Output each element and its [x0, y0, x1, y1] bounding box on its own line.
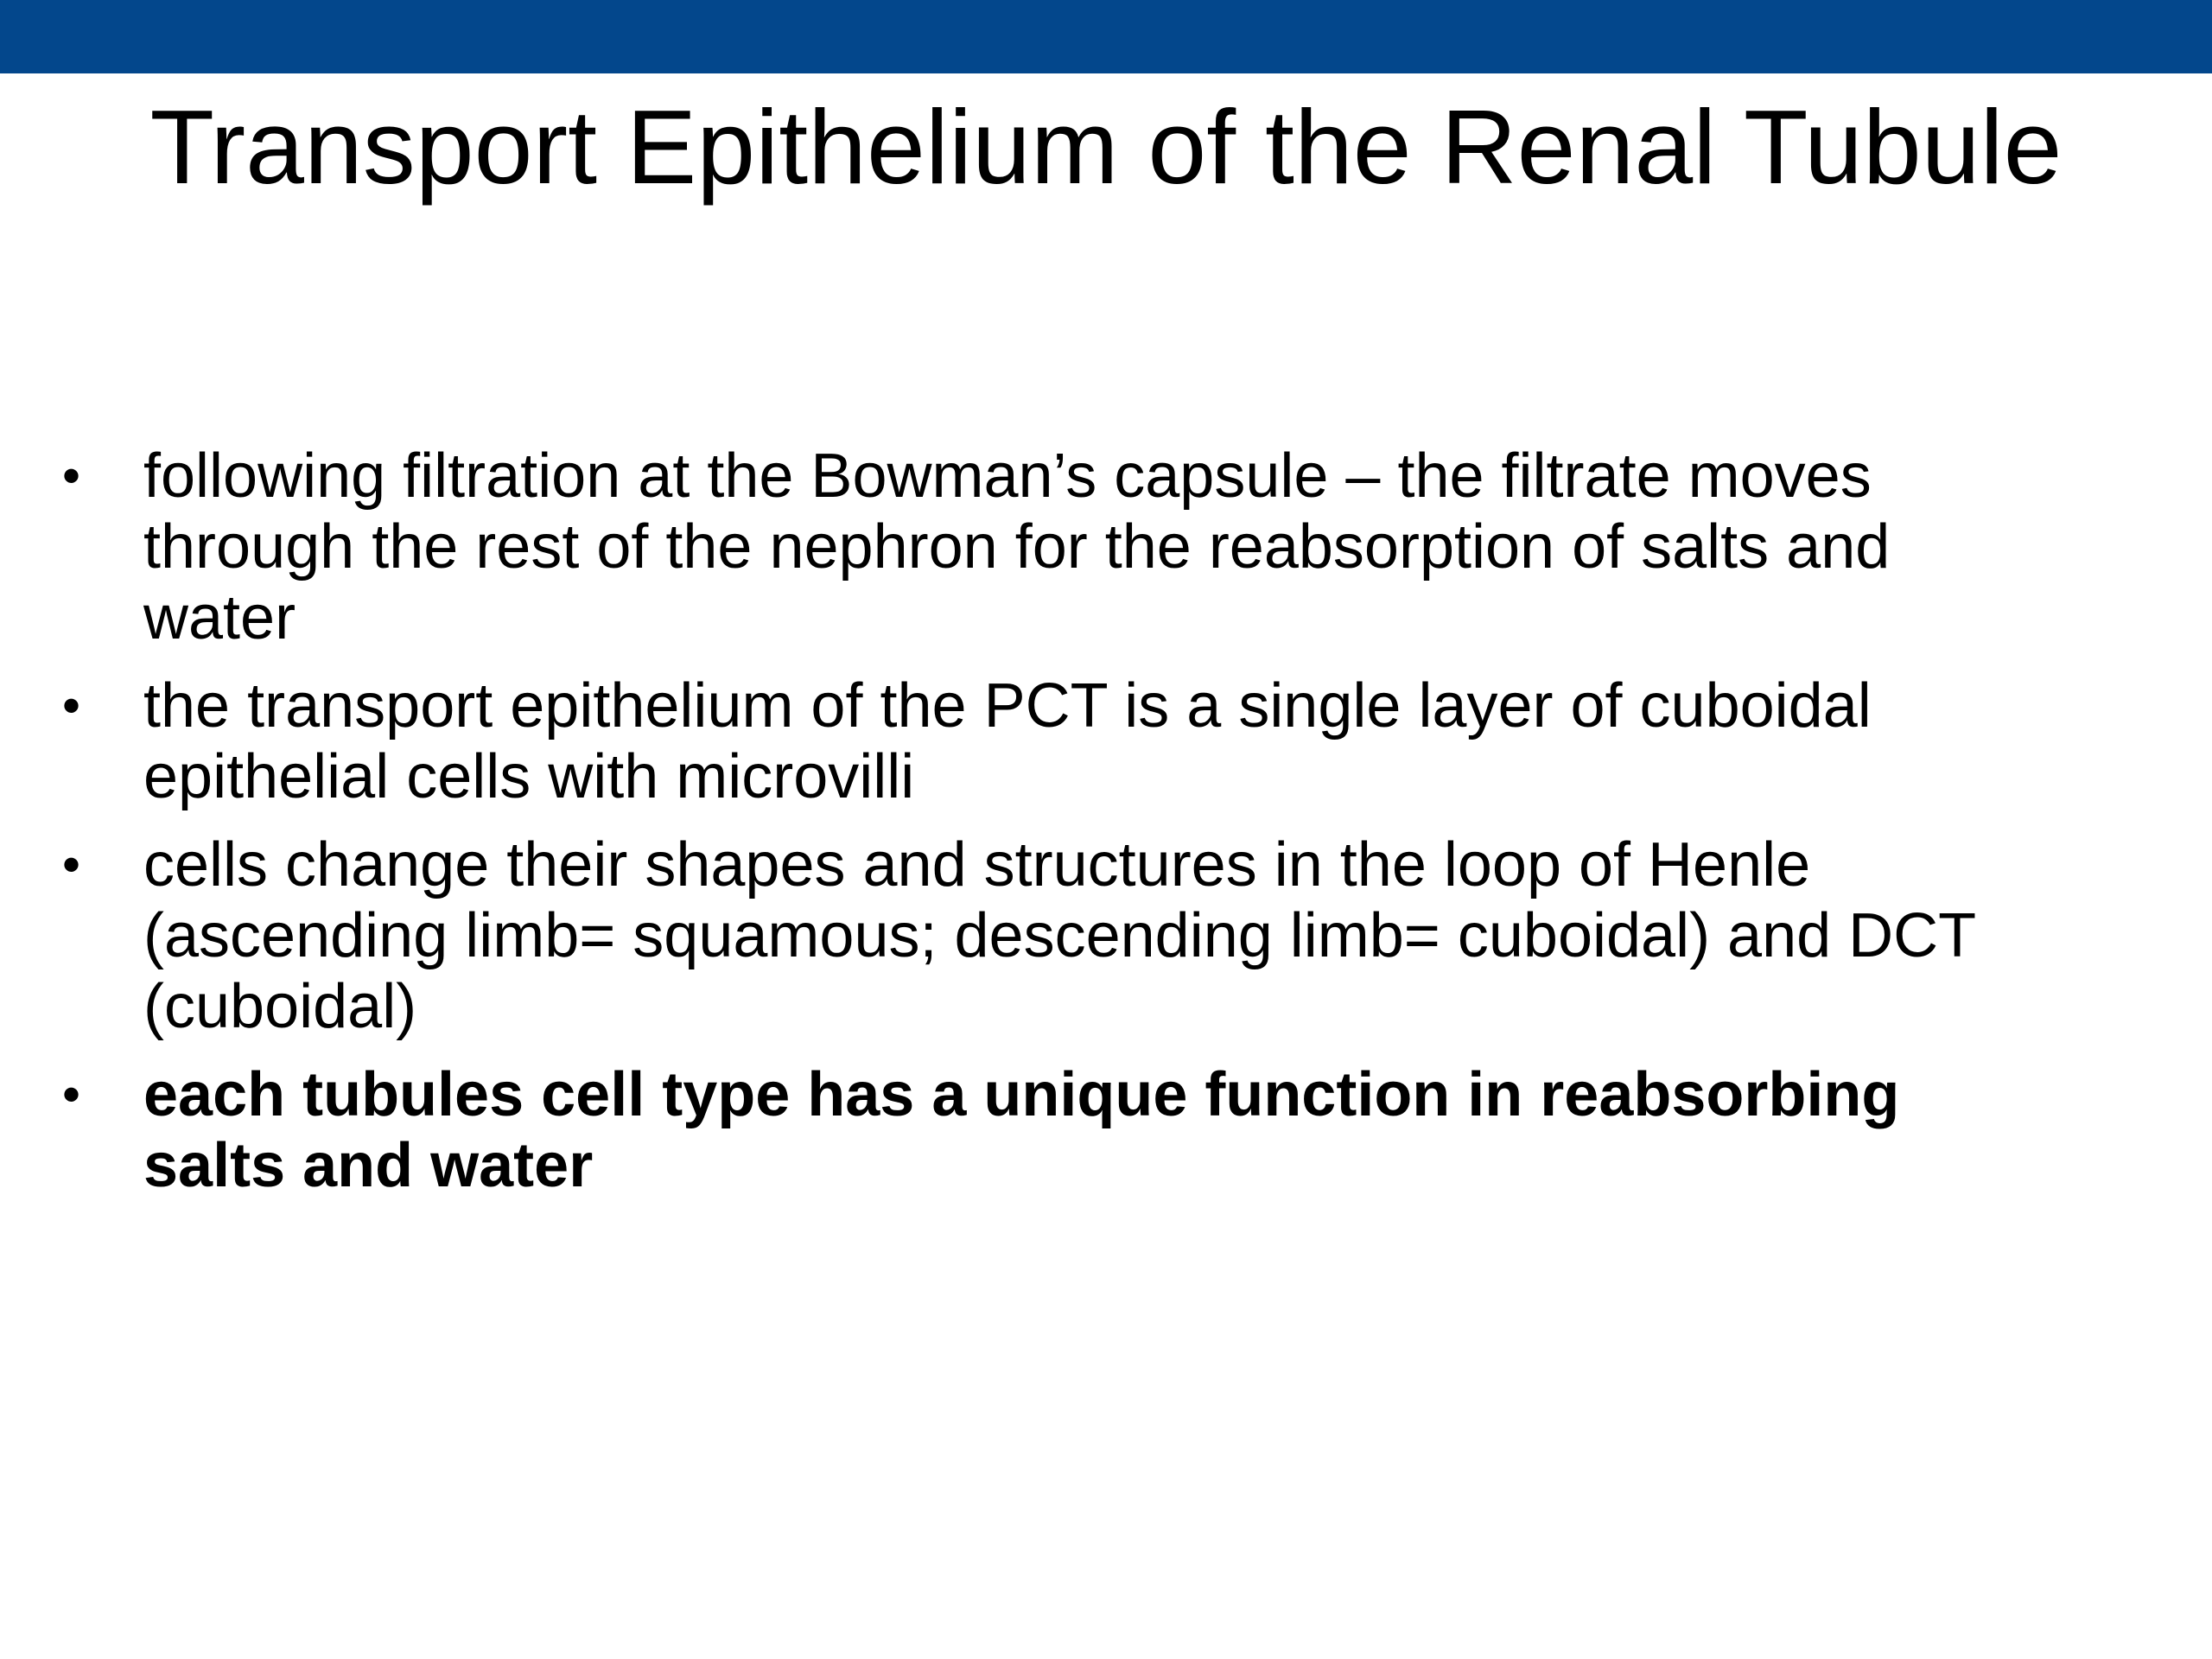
bullet-list — [52, 441, 2005, 1218]
bullet-item — [52, 1059, 2005, 1201]
bullet-item — [52, 830, 2005, 1042]
bullet-text: following filtration at the Bowman’s capsule – the filtrate moves through the rest of the nephron for the reabsorption of salts and water — [143, 442, 1891, 652]
bullet-dot: • — [62, 1065, 81, 1123]
bullet-text: the transport epithelium of the PCT is a single layer of cuboidal epithelial cells with microvilli — [143, 671, 1872, 811]
header-bar — [0, 0, 2212, 73]
bullet-item — [52, 671, 2005, 812]
bullet-dot: • — [62, 677, 81, 734]
bullet-dot: • — [62, 447, 81, 505]
bullet-text: cells change their shapes and structures in the loop of Henle (ascending limb= squamous; descending limb= cuboidal) and DCT (cuboidal) — [143, 830, 1975, 1041]
bullet-text: each tubules cell type has a unique function in reabsorbing salts and water — [143, 1060, 1900, 1200]
bullet-dot: • — [62, 836, 81, 893]
bullet-item — [52, 441, 2005, 653]
slide-title: Transport Epithelium of the Renal Tubule — [149, 88, 2063, 206]
